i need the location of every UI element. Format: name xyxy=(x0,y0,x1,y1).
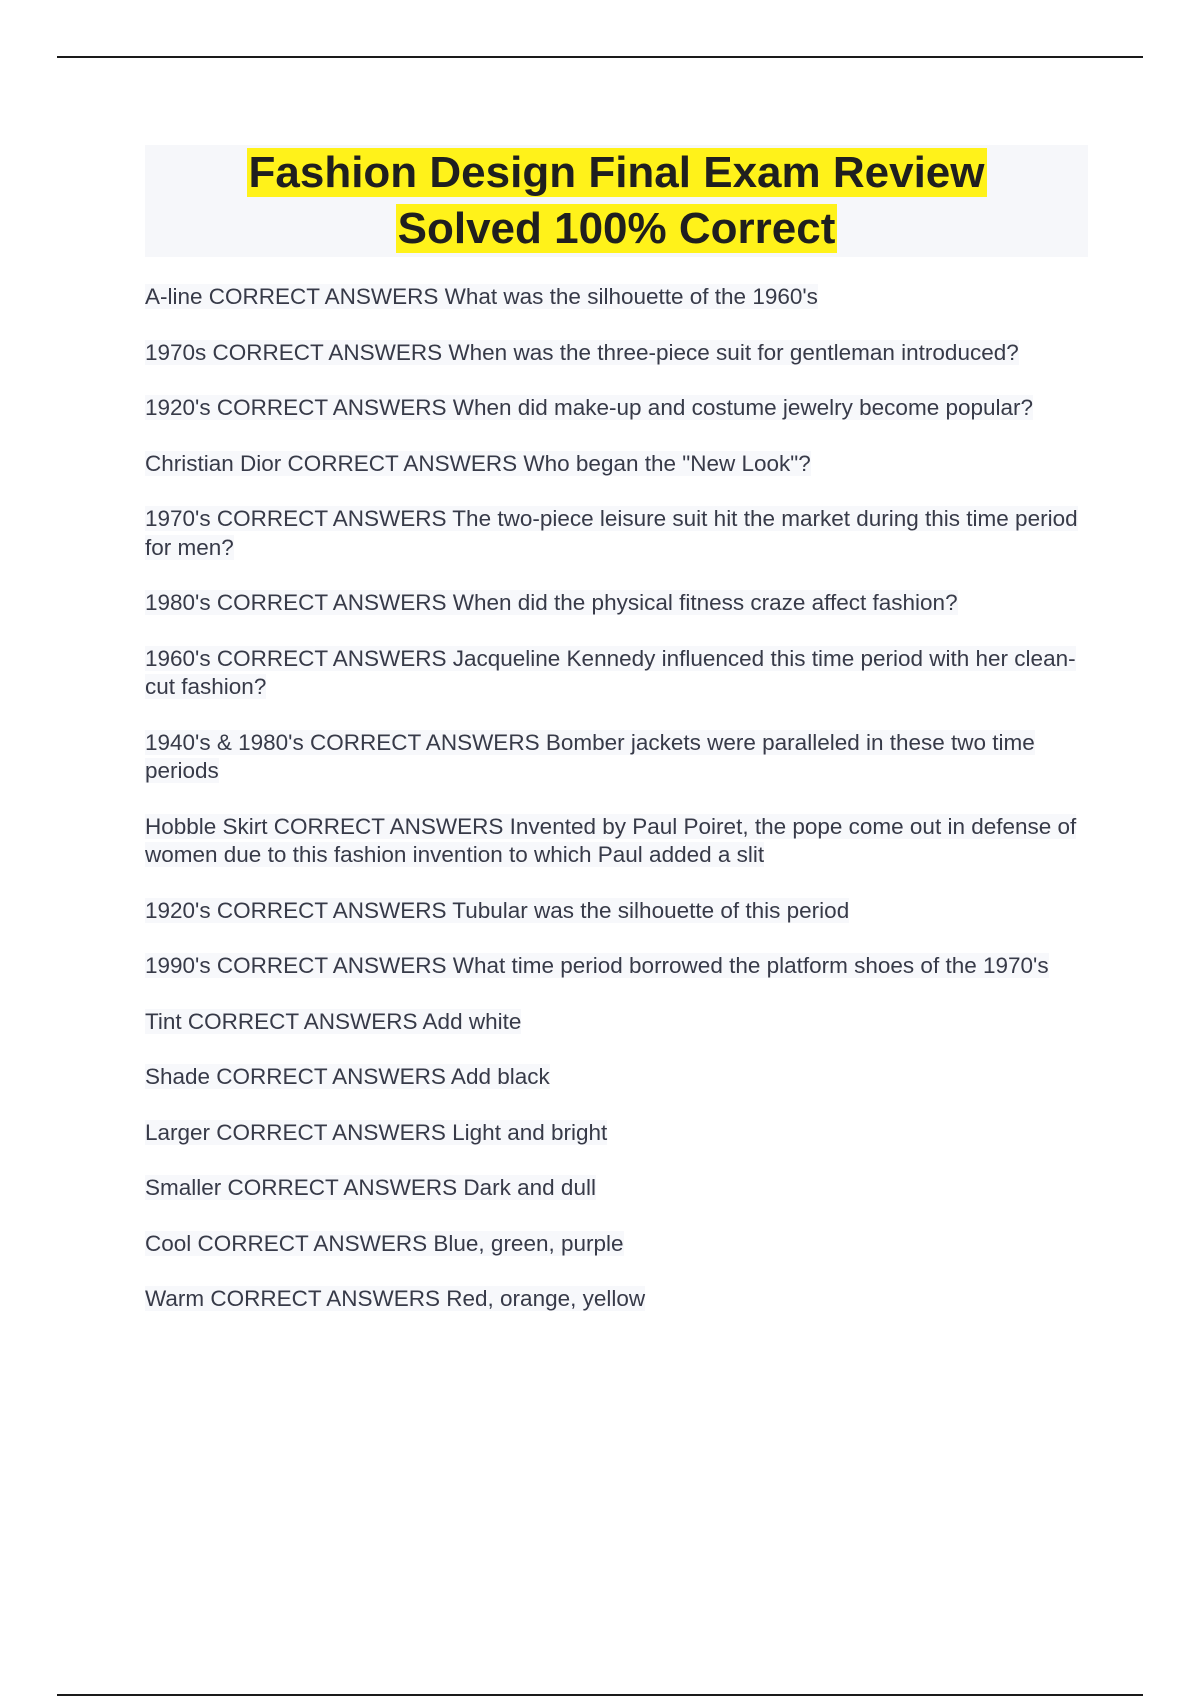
document-title-block xyxy=(145,145,1088,257)
qa-item: Shade CORRECT ANSWERS Add black xyxy=(145,1064,550,1089)
qa-item: 1920's CORRECT ANSWERS When did make-up and costume jewelry become popular? xyxy=(145,395,1034,420)
document-title-line-2 xyxy=(145,201,1088,257)
document-title-line-1 xyxy=(145,145,1088,201)
qa-item: A-line CORRECT ANSWERS What was the silhouette of the 1960's xyxy=(145,284,818,309)
qa-item: Smaller CORRECT ANSWERS Dark and dull xyxy=(145,1175,596,1200)
qa-item: Cool CORRECT ANSWERS Blue, green, purple xyxy=(145,1230,624,1256)
qa-item: Warm CORRECT ANSWERS Red, orange, yellow xyxy=(145,1286,646,1311)
qa-item: 1920's CORRECT ANSWERS Tubular was the silhouette of this period xyxy=(145,897,850,923)
qa-item: Christian Dior CORRECT ANSWERS Who began the "New Look"? xyxy=(145,450,811,476)
bottom-rule xyxy=(57,1694,1143,1696)
qa-item: 1980's CORRECT ANSWERS When did the physical fitness craze affect fashion? xyxy=(145,590,958,615)
title-highlight-2: Solved 100% Correct xyxy=(397,204,836,253)
title-highlight-1: Fashion Design Final Exam Review xyxy=(248,148,985,197)
top-rule xyxy=(57,56,1143,58)
qa-list xyxy=(145,283,1090,1341)
qa-item: 1940's & 1980's CORRECT ANSWERS Bomber jackets were paralleled in these two time periods xyxy=(145,729,1035,783)
qa-item: Hobble Skirt CORRECT ANSWERS Invented by Paul Poiret, the pope come out in defense of women due to this fashion invention to which Paul added a slit xyxy=(145,813,1077,867)
qa-item: 1970's CORRECT ANSWERS The two-piece leisure suit hit the market during this time period for men? xyxy=(145,506,1078,560)
qa-item: Larger CORRECT ANSWERS Light and bright xyxy=(145,1119,608,1145)
qa-item: 1970s CORRECT ANSWERS When was the three-piece suit for gentleman introduced? xyxy=(145,339,1019,365)
qa-item: 1960's CORRECT ANSWERS Jacqueline Kennedy influenced this time period with her clean-cut fashion? xyxy=(145,645,1076,699)
qa-item: 1990's CORRECT ANSWERS What time period borrowed the platform shoes of the 1970's xyxy=(145,953,1049,978)
qa-item: Tint CORRECT ANSWERS Add white xyxy=(145,1008,522,1034)
